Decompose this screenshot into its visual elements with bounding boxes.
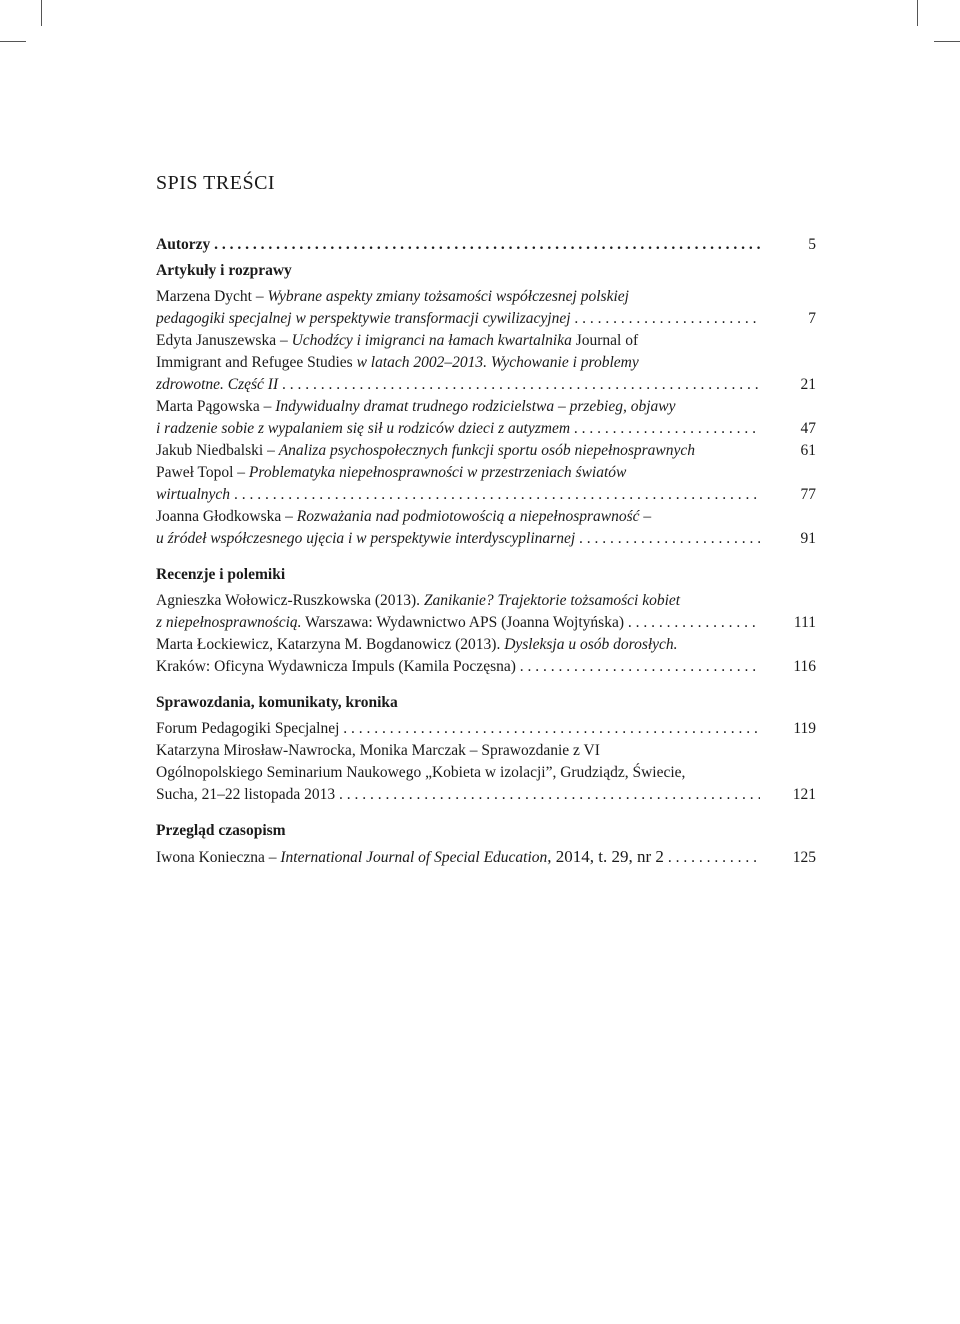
toc-entry-lockiewicz[interactable] (156, 634, 816, 678)
page-number: 111 (793, 614, 816, 631)
entry-author: Jakub Niedbalski – (156, 442, 279, 459)
entry-title: Analiza psychospołecznych funkcji sportu osób niepełnosprawnych (278, 442, 695, 459)
crop-mark-top-left-vertical (41, 0, 42, 26)
toc-entry-niedbalski[interactable] (156, 440, 816, 462)
crop-mark-top-right-horizontal (934, 41, 960, 42)
toc-entry-wolowicz[interactable] (156, 590, 816, 634)
entry-publisher: Kraków: Oficyna Wydawnicza Impuls (Kamila Poczęsna) (156, 658, 516, 675)
journal-name: Journal of (575, 332, 639, 349)
entry-line: Forum Pedagogiki Specjalnej . . . (156, 718, 760, 740)
entry-title-cont: z niepełnosprawnością. (156, 614, 302, 631)
entry-title-cont: zdrowotne. Część II (156, 376, 279, 393)
entry-line (156, 506, 760, 528)
entry-line (156, 418, 760, 440)
entry-label: Autorzy . . . (156, 234, 760, 256)
toc-entry-konieczna[interactable] (156, 846, 816, 869)
entry-line (156, 590, 760, 612)
page-number: 121 (792, 786, 816, 803)
entry-title: Problematyka niepełnosprawności w przestrzeniach światów (248, 464, 627, 481)
page-title: SPIS TREŚCI (156, 172, 276, 194)
toc-entry-januszewska[interactable] (156, 330, 816, 396)
page-number: 91 (800, 530, 816, 547)
page-number: 7 (808, 310, 816, 327)
entry-author: Edyta Januszewska – (156, 332, 292, 349)
entry-title: Uchodźcy i imigranci na łamach kwartalnika (291, 332, 576, 349)
entry-author: Marzena Dycht – (156, 288, 268, 305)
entry-title-cont: u źródeł współczesnego ujęcia i w perspektywie interdyscyplinarnej (156, 530, 576, 547)
entry-line (156, 846, 760, 869)
page-number: 116 (793, 658, 816, 675)
entry-author: Marta Łockiewicz, Katarzyna M. Bogdanowicz (2013). (156, 636, 505, 653)
entry-line (156, 396, 760, 418)
entry-title: Indywidualny dramat trudnego rodzicielstwa – przebieg, objawy (275, 398, 676, 415)
toc-entry-glodkowska[interactable] (156, 506, 816, 550)
toc-body (156, 234, 816, 869)
journal-title: International Journal of Special Education (280, 849, 548, 866)
entry-line (156, 462, 760, 484)
entry-line (156, 286, 760, 308)
journal-name-cont: Immigrant and Refugee Studies (156, 354, 357, 371)
entry-publisher: Warszawa: Wydawnictwo APS (Joanna Wojtyńska) (301, 614, 624, 631)
entry-title-cont: w latach 2002–2013. Wychowanie i problemy (356, 354, 639, 371)
entry-title: Wybrane aspekty zmiany tożsamości współczesnej polskiej (267, 288, 629, 305)
entry-title-cont: wirtualnych (156, 486, 231, 503)
crop-mark-top-right-vertical (917, 0, 918, 26)
page-number: 5 (808, 236, 816, 253)
entry-line (156, 308, 760, 330)
entry-line: Sucha, 21–22 listopada 2013 . . . (156, 784, 760, 806)
page-number: 77 (800, 486, 816, 503)
entry-title: Rozważania nad podmiotowością a niepełnosprawność – (296, 508, 652, 525)
toc-entry-forum[interactable] (156, 718, 816, 740)
page-number: 125 (792, 849, 816, 866)
page-number: 21 (800, 376, 816, 393)
entry-line (156, 528, 760, 550)
entry-author: Iwona Konieczna – (156, 849, 281, 866)
page-number: 119 (793, 720, 816, 737)
entry-line (156, 484, 760, 506)
entry-title: Zanikanie? Trajektorie tożsamości kobiet (423, 592, 681, 609)
entry-line: Ogólnopolskiego Seminarium Naukowego „Kobieta w izolacji”, Grudziądz, Świecie, (156, 764, 686, 781)
entry-author: Agnieszka Wołowicz-Ruszkowska (2013). (156, 592, 424, 609)
entry-line (156, 352, 760, 374)
entry-author: Paweł Topol – (156, 464, 249, 481)
entry-line (156, 330, 760, 352)
entry-line (156, 634, 760, 656)
entry-title: Dysleksja u osób dorosłych. (504, 636, 678, 653)
section-heading-artykuly: Artykuły i rozprawy (156, 262, 292, 279)
entry-line (156, 656, 760, 678)
section-heading-przeglad: Przegląd czasopism (156, 822, 286, 839)
entry-title-cont: i radzenie sobie z wypalaniem się sił u rodziców dzieci z autyzmem (156, 420, 571, 437)
toc-entry-topol[interactable] (156, 462, 816, 506)
entry-line (156, 612, 760, 634)
toc-entry-autorzy[interactable] (156, 234, 816, 256)
entry-author: Marta Pągowska – (156, 398, 276, 415)
section-heading-sprawozdania: Sprawozdania, komunikaty, kronika (156, 694, 398, 711)
entry-line: Katarzyna Mirosław-Nawrocka, Monika Marczak – Sprawozdanie z VI (156, 742, 600, 759)
crop-mark-top-left-horizontal (0, 41, 26, 42)
toc-entry-pagowska[interactable] (156, 396, 816, 440)
entry-line (156, 440, 760, 462)
entry-title-cont: pedagogiki specjalnej w perspektywie transformacji cywilizacyjnej (156, 310, 571, 327)
page-number: 47 (800, 420, 816, 437)
toc-entry-miroslaw[interactable] (156, 740, 816, 806)
entry-line (156, 374, 760, 396)
entry-author: Joanna Głodkowska – (156, 508, 297, 525)
page-number: 61 (800, 442, 816, 459)
section-heading-recenzje: Recenzje i polemiki (156, 566, 286, 583)
toc-entry-dycht[interactable] (156, 286, 816, 330)
journal-issue: , 2014, t. 29, nr 2 (547, 847, 664, 866)
